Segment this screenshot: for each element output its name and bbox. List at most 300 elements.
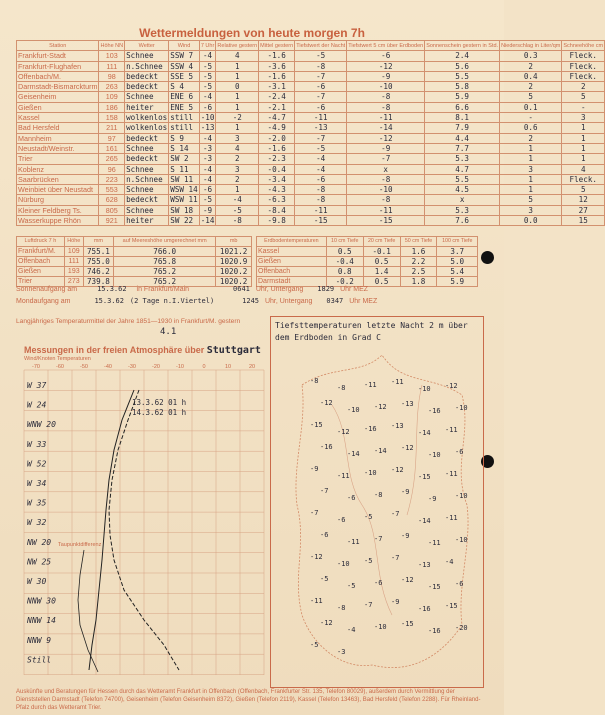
station-wind: still (169, 113, 199, 123)
station-t7: -13 (200, 123, 215, 133)
station-schnee: - (562, 102, 605, 112)
map-temp-value: -15 (418, 473, 431, 481)
station-sun: 7.6 (425, 216, 500, 226)
soil-d: 3.7 (437, 247, 478, 257)
station-wind: SW 18 (169, 205, 199, 215)
station-schnee: Fleck. (562, 71, 605, 81)
station-wetter: Schnee (125, 51, 169, 61)
moonrise-line (16, 297, 377, 305)
station-wind: S 11 (169, 164, 199, 174)
col-sun: Sonnenschein gestern in Std. (425, 41, 500, 51)
map-temp-value: -10 (347, 406, 360, 414)
station-h: 109 (99, 92, 125, 102)
station-row (17, 61, 605, 71)
station-row (17, 205, 605, 215)
station-name: Mannheim (17, 133, 99, 143)
soil-a: 0.5 (326, 247, 363, 257)
moonrise-time: 1245 (242, 297, 260, 305)
station-t7: -14 (200, 216, 215, 226)
temp-tick-label: -30 (128, 364, 136, 370)
map-temp-value: -12 (320, 619, 333, 627)
col-night: Tiefstwert der Nacht (295, 41, 347, 51)
map-temp-value: -12 (320, 399, 333, 407)
soil-b: 1.4 (363, 267, 400, 277)
station-mittel: -8.4 (259, 205, 295, 215)
map-temp-value: -11 (445, 426, 458, 434)
station-rel: 4 (216, 143, 259, 153)
station-t7: -3 (199, 143, 216, 153)
station-name: Trier (17, 154, 99, 164)
pressure-mmm: 765.2 (114, 267, 216, 277)
pressure-table (16, 236, 252, 287)
station-schnee: 5 (562, 92, 605, 102)
station-t7: -4 (199, 51, 216, 61)
station-wetter: wolkenlos (126, 123, 168, 133)
station-tb: -12 (347, 133, 425, 143)
map-temp-value: -10 (428, 451, 441, 459)
station-tn: -8 (295, 195, 347, 205)
map-temp-value: -16 (428, 407, 441, 415)
station-wind: SSE 5 (169, 71, 199, 81)
station-rel: 3 (216, 164, 259, 174)
station-sun: 7.9 (425, 123, 500, 133)
map-temp-value: -16 (428, 627, 441, 635)
map-temp-value: -5 (347, 582, 356, 590)
station-h: 263 (99, 82, 125, 92)
map-temp-value: -10 (337, 560, 350, 568)
station-mittel: -2.4 (259, 92, 295, 102)
pressure-col-mm: mm (83, 237, 113, 247)
station-tn: -15 (295, 216, 347, 226)
station-tb: -8 (347, 102, 425, 112)
station-sun: 4.7 (425, 164, 500, 174)
map-temp-value: -10 (455, 536, 468, 544)
map-temp-value: -8 (337, 384, 346, 392)
station-sun: x (425, 195, 500, 205)
aero-title-text: Messungen in der freien Atmosphäre über (24, 345, 205, 355)
map-temp-value: -9 (391, 598, 400, 606)
map-temp-value: -12 (337, 428, 350, 436)
station-mittel: -2.1 (259, 102, 295, 112)
map-temp-value: -10 (455, 404, 468, 412)
map-temp-value: -9 (401, 488, 410, 496)
long-term-mean-label: Langjähriges Temperaturmittel der Jahre 1851—1930 in Frankfurt/M. gestern (16, 318, 241, 325)
station-tb: -11 (347, 205, 425, 215)
wind-label: W 24 (27, 400, 47, 410)
station-name: Kassel (17, 113, 99, 123)
wind-label: W 34 (27, 479, 47, 488)
station-schnee: 27 (562, 205, 605, 215)
col-station: Station (17, 41, 99, 51)
station-row (17, 71, 605, 81)
map-temp-value: -11 (347, 538, 360, 546)
map-temp-value: -15 (428, 583, 441, 591)
station-row (17, 123, 605, 133)
station-sun: 2.4 (425, 51, 500, 61)
wind-label: NW 20 (27, 537, 52, 547)
soil-a: -0.2 (326, 277, 363, 287)
station-mittel: -9.8 (259, 216, 295, 226)
station-row (17, 51, 605, 61)
station-sun: 8.1 (425, 113, 500, 123)
moonset-time: 0347 (326, 297, 344, 305)
station-name: Frankfurt-Flughafen (17, 61, 99, 71)
station-t7: -3 (199, 154, 216, 164)
wind-label: NNW 14 (27, 616, 56, 626)
soil-d: 5.9 (437, 277, 478, 287)
station-row (17, 102, 605, 112)
station-rel: 1 (216, 123, 259, 133)
station-t7: -4 (199, 174, 216, 184)
map-temp-value: -3 (337, 648, 346, 656)
map-temp-value: -11 (445, 470, 458, 478)
station-mittel: -3.4 (259, 174, 295, 184)
map-temp-value: -12 (401, 444, 414, 452)
wind-label: W 33 (27, 439, 47, 449)
station-h: 921 (99, 216, 125, 226)
station-rel: 2 (216, 154, 259, 164)
station-schnee: 1 (562, 133, 605, 143)
station-schnee: 1 (562, 123, 605, 133)
wind-label: WNW 20 (27, 420, 56, 430)
station-name: Wasserkuppe Rhön (17, 216, 99, 226)
wind-label: Still (27, 655, 52, 665)
map-temp-value: -14 (374, 447, 387, 455)
station-wind: SW 22 (169, 216, 199, 226)
wind-label: W 32 (27, 518, 47, 528)
station-sun: 7.7 (425, 143, 500, 153)
long-term-mean-value: 4.1 (160, 327, 177, 337)
station-tn: -13 (295, 123, 347, 133)
station-name: Koblenz (17, 164, 99, 174)
station-name: Offenbach/M. (17, 71, 99, 81)
station-tb: -14 (347, 123, 425, 133)
station-t7: -4 (199, 164, 216, 174)
temp-tick-label: -20 (152, 364, 160, 370)
temp-tick-label: -60 (56, 364, 64, 370)
station-rel: 0 (216, 82, 259, 92)
col-height: Höhe NN (99, 41, 125, 51)
map-temp-value: -13 (391, 422, 404, 430)
pressure-h: 193 (64, 267, 83, 277)
sounding-date-1: 13.3.62 01 h (132, 398, 187, 407)
station-sun: 5.9 (425, 92, 500, 102)
punch-hole-upper (481, 251, 494, 264)
station-mittel: -3.1 (259, 82, 295, 92)
station-h: 97 (99, 133, 125, 143)
map-temp-value: -7 (374, 535, 383, 543)
pressure-row (17, 257, 252, 267)
map-temp-value: -16 (364, 425, 377, 433)
station-wetter: heiter (125, 102, 169, 112)
station-tb: -10 (347, 82, 425, 92)
sun-tz: Uhr MEZ (340, 286, 369, 293)
dewpoint-profile (78, 550, 98, 672)
station-nied: 5 (500, 195, 562, 205)
station-nied: 0.4 (500, 71, 562, 81)
station-rel: 3 (216, 133, 259, 143)
map-temp-value: -11 (445, 514, 458, 522)
station-h: 103 (99, 51, 125, 61)
station-nied: - (500, 113, 562, 123)
pressure-s: Gießen (17, 267, 65, 277)
station-wetter: n.Schnee (125, 61, 169, 71)
station-tn: -6 (295, 102, 347, 112)
station-wetter: bedeckt (125, 133, 169, 143)
station-tn: -4 (295, 154, 347, 164)
station-wetter: bedeckt (125, 195, 169, 205)
map-temp-value: -4 (347, 626, 356, 634)
station-wetter: bedeckt (125, 71, 169, 81)
station-h: 96 (99, 164, 125, 174)
soil-b: -0.1 (363, 247, 400, 257)
pressure-row (17, 247, 252, 257)
sunrise-date: 15.3.62 (97, 285, 127, 293)
map-temp-value: -14 (347, 450, 360, 458)
map-temp-value: -14 (418, 517, 431, 525)
soil-s: Darmstadt (257, 277, 327, 287)
soil-c: 1.6 (400, 247, 437, 257)
moonset-label: Uhr, Untergang (264, 298, 313, 305)
station-sun: 5.3 (425, 205, 500, 215)
map-temp-value: -12 (391, 466, 404, 474)
map-temp-value: -16 (320, 443, 333, 451)
station-schnee: Fleck. (562, 61, 605, 71)
station-wetter: bedeckt (125, 154, 169, 164)
station-t7: -5 (199, 195, 216, 205)
station-h: 211 (99, 123, 125, 133)
station-name: Kleiner Feldberg Ts. (17, 205, 99, 215)
pressure-mb: 1020.2 (216, 267, 252, 277)
moon-phase: (2 Tage n.I.Viertel) (129, 297, 215, 305)
station-sun: 4.4 (425, 133, 500, 143)
station-mittel: -2.0 (259, 133, 295, 143)
station-nied: 1 (500, 185, 562, 195)
station-name: Gießen (17, 102, 99, 112)
station-tb: -12 (347, 61, 425, 71)
pressure-h: 111 (64, 257, 83, 267)
station-row (17, 195, 605, 205)
station-t7: -5 (199, 71, 216, 81)
map-temp-value: -8 (374, 491, 383, 499)
map-temp-value: -5 (364, 557, 373, 565)
station-nied: 3 (500, 205, 562, 215)
station-row (17, 216, 605, 226)
col-precip: Niederschlag in Liter/qm (500, 41, 562, 51)
pressure-mmm: 765.8 (114, 257, 216, 267)
station-sun: 4.5 (425, 185, 500, 195)
soil-b: 0.5 (363, 257, 400, 267)
map-temp-value: -6 (347, 494, 356, 502)
soil-a: -0.4 (326, 257, 363, 267)
soil-col-20: 20 cm Tiefe (363, 237, 400, 247)
station-wind: S 9 (169, 133, 199, 143)
soil-b: 0.5 (363, 277, 400, 287)
wind-label: NNW 30 (27, 596, 56, 606)
col-ground: Tiefstwert 5 cm über Erdboden (347, 41, 425, 51)
station-mittel: -0.4 (259, 164, 295, 174)
station-tn: -8 (295, 61, 347, 71)
station-row (17, 92, 605, 102)
map-temp-value: -11 (364, 381, 377, 389)
station-t7: -5 (199, 61, 216, 71)
map-temp-value: -15 (310, 421, 323, 429)
map-temp-value: -8 (337, 604, 346, 612)
soil-row (257, 267, 478, 277)
pressure-h: 109 (64, 247, 83, 257)
station-name: Darmstadt-Bismarckturm (18, 82, 98, 92)
map-temp-value: -20 (455, 624, 468, 632)
map-temp-value: -12 (445, 382, 458, 390)
station-tn: -5 (295, 51, 347, 61)
soil-s: Kassel (257, 247, 327, 257)
station-sun: 5.5 (425, 174, 500, 184)
station-wetter: n.Schnee (125, 174, 169, 184)
pressure-h: 273 (64, 277, 83, 287)
station-tb: -15 (347, 216, 425, 226)
station-h: 553 (99, 185, 125, 195)
station-row (17, 82, 605, 92)
station-tb: -7 (347, 154, 425, 164)
aero-title (24, 345, 261, 356)
station-mittel: -4.9 (259, 123, 295, 133)
map-title: Tiefsttemperaturen letzte Nacht 2 m über dem Erdboden in Grad C (275, 321, 468, 342)
footer-note: Auskünfte und Beratungen für Hessen durch das Wetteramt Frankfurt in Offenbach (Offenbach, Frankfurter Str. 135, Telefon 80029), außerdem durch Vermittlung der Dienststellen Darmstadt (Telefon 74700), Geisenheim (Telefon Geisenheim 8372), Gießen (Telefon 2119), Kassel (Telefon 13463), Bad Hersfeld (Telefon 2288). Für Rheinland-Pfalz durch das Wetteramt Trier. (16, 689, 481, 711)
station-wind: WSW 11 (170, 195, 198, 205)
station-sun: 5.5 (425, 71, 500, 81)
map-temp-value: -8 (310, 377, 319, 385)
station-tn: -7 (295, 92, 347, 102)
station-wetter: Schnee (125, 143, 169, 153)
station-h: 161 (99, 143, 125, 153)
soil-c: 2.2 (400, 257, 437, 267)
station-wind: S 4 (169, 82, 199, 92)
map-temp-value: -4 (445, 558, 454, 566)
map-temp-value: -12 (374, 403, 387, 411)
map-temp-value: -16 (418, 605, 431, 613)
station-nied: 0.3 (500, 51, 562, 61)
station-tn: -7 (295, 133, 347, 143)
station-rel: 4 (216, 51, 259, 61)
station-tn: -4 (295, 164, 347, 174)
station-nied: 0.0 (500, 216, 562, 226)
pressure-col-mb: mb (216, 237, 252, 247)
map-temp-value: -6 (337, 516, 346, 524)
map-temp-value: -7 (391, 554, 400, 562)
station-name: Neustadt/Weinstr. (17, 143, 99, 153)
pressure-s: Offenbach (17, 257, 65, 267)
station-rel: -5 (216, 205, 259, 215)
map-temp-value: -10 (364, 469, 377, 477)
station-wetter: heiter (125, 216, 169, 226)
station-wind: SW 11 (169, 174, 199, 184)
pressure-mm: 739.8 (83, 277, 113, 287)
station-mittel: -4.3 (259, 185, 295, 195)
pressure-mm: 755.0 (83, 257, 113, 267)
sunrise-time: 0641 (233, 285, 250, 293)
station-tn: -8 (295, 185, 347, 195)
dewpoint-label: Taupunktdifferenz (58, 542, 102, 548)
page-title: Wettermeldungen von heute morgen 7h (139, 26, 365, 40)
station-mittel: -1.6 (259, 51, 295, 61)
station-rel: 1 (216, 92, 259, 102)
soil-col-station: Erdbodentemperaturen (257, 237, 327, 247)
station-schnee: Fleck. (562, 174, 605, 184)
station-name: Bad Hersfeld (17, 123, 99, 133)
station-row (17, 185, 605, 195)
moonrise-label: Mondaufgang am (16, 298, 71, 305)
station-mittel: -4.7 (259, 113, 295, 123)
station-mittel: -6.3 (259, 195, 295, 205)
station-row (17, 143, 605, 153)
station-wetter: wolkenlos (126, 113, 168, 123)
station-tn: -5 (295, 143, 347, 153)
station-mittel: -1.6 (259, 143, 295, 153)
station-h: 111 (99, 61, 125, 71)
station-row (17, 113, 605, 123)
station-tn: -7 (295, 71, 347, 81)
station-schnee: 12 (562, 195, 605, 205)
pressure-mmm: 766.0 (114, 247, 216, 257)
station-wind: SW 2 (169, 154, 199, 164)
map-temp-value: -15 (401, 620, 414, 628)
soil-col-50: 50 cm Tiefe (400, 237, 437, 247)
station-nied: 0.6 (500, 123, 562, 133)
map-temp-value: -15 (445, 602, 458, 610)
station-mittel: -3.6 (259, 61, 295, 71)
station-rel: 1 (216, 71, 259, 81)
station-schnee: 1 (562, 154, 605, 164)
station-nied: 2 (500, 82, 562, 92)
wind-label: W 37 (27, 381, 47, 390)
station-nied: 1 (500, 143, 562, 153)
wind-label: NW 25 (27, 557, 52, 567)
map-temp-value: -5 (364, 513, 373, 521)
station-nied: 1 (500, 174, 562, 184)
station-wetter: Schnee (125, 92, 169, 102)
temp-tick-label: -70 (32, 364, 40, 370)
station-schnee: 2 (562, 82, 605, 92)
station-wetter: Schnee (125, 164, 169, 174)
wind-label: W 35 (27, 498, 47, 508)
map-temp-value: -10 (455, 492, 468, 500)
soil-row (257, 247, 478, 257)
map-temp-value: -11 (391, 378, 404, 386)
map-temp-value: -5 (320, 575, 329, 583)
map-temp-value: -11 (428, 539, 441, 547)
pressure-col-height: Höhe (64, 237, 83, 247)
station-nied: 1 (500, 154, 562, 164)
col-weather: Wetter (125, 41, 169, 51)
station-rel: 2 (216, 174, 259, 184)
soil-row (257, 257, 478, 267)
pressure-mm: 746.2 (83, 267, 113, 277)
temp-tick-label: -10 (176, 364, 184, 370)
soil-col-100: 100 cm Tiefe (437, 237, 478, 247)
station-h: 158 (99, 113, 125, 123)
station-tn: -6 (295, 174, 347, 184)
station-name: Nürburg (17, 195, 99, 205)
station-tb: -8 (347, 195, 425, 205)
wind-label: NNW 9 (27, 635, 52, 645)
station-wetter: Schnee (125, 185, 169, 195)
aero-subtitle: Wind/Knoten Temperaturen (24, 356, 91, 362)
station-tb: -9 (347, 71, 425, 81)
temp-tick-label: 20 (248, 364, 256, 370)
moonrise-date: 15.3.62 (94, 297, 124, 305)
sunset-label: Uhr, Untergang (255, 286, 304, 293)
station-name: Saarbrücken (17, 174, 99, 184)
